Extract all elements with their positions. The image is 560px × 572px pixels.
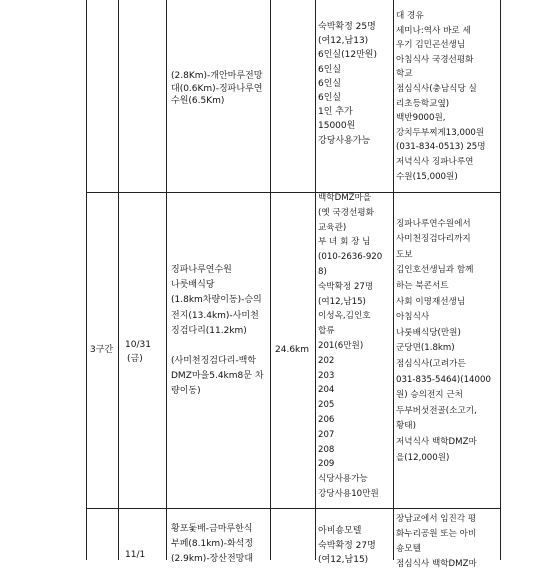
lodging-line: 6인실	[318, 78, 342, 89]
route-line: 수원(6.5Km)	[171, 96, 225, 107]
lodging-line: 204	[318, 385, 335, 396]
row2-date-cell	[125, 338, 151, 366]
route-line: (사미천징검다리-백학	[171, 356, 257, 367]
note-line: 아침식사 국경선평화	[396, 54, 474, 65]
table-row-divider-1	[86, 192, 501, 193]
row3-route-cell	[171, 522, 253, 567]
lodging-line: 201(6만원)	[318, 340, 364, 351]
note-line: (031-834-0513) 25명	[396, 142, 486, 153]
lodging-line: 209	[318, 459, 335, 470]
lodging-line: (여12,남15)	[318, 296, 366, 307]
lodging-line: 숙박확정 25명	[318, 22, 376, 32]
lodging-line: (010-2636-920	[318, 252, 383, 263]
note-line: 화누리공원 또는 아비	[396, 529, 477, 539]
note-line: 점심식사 백학DMZ마	[396, 559, 477, 569]
note-line: 031-835-5464)(14000	[396, 374, 491, 385]
note-line: 사회 이명재선생님	[396, 296, 466, 307]
table-border-right	[500, 0, 501, 560]
date-line: 10/31	[125, 340, 151, 350]
row3-lodging-cell	[318, 524, 376, 568]
lodging-line: 부 녀 회 장 님	[318, 237, 371, 248]
lodging-line: 1인 추가	[318, 107, 353, 118]
lodging-line: 203	[318, 370, 335, 381]
route-line: DMZ마을5.4km8문 차	[171, 371, 264, 382]
note-line: 사미천징검다리까지	[396, 234, 471, 245]
lodging-line: 6인실	[318, 64, 342, 75]
note-line: 리초등학교옆)	[396, 98, 450, 109]
note-line: 우기 김민곤선생님	[396, 40, 466, 51]
lodging-line: (여12,남13)	[318, 36, 369, 47]
note-line: 대 경유	[396, 11, 424, 21]
route-line: 징검다리(11.2km)	[171, 325, 247, 336]
lodging-line: 207	[318, 429, 335, 440]
table-col-divider-3	[270, 0, 271, 560]
row2-lodging-cell	[318, 191, 382, 502]
lodging-line: 202	[318, 355, 335, 366]
route-line: 부페(8.1km)-화석정	[171, 539, 254, 549]
note-line: 징파나루연수원에서	[396, 218, 471, 229]
route-line: 대(0.6Km)-징파나루연	[171, 83, 263, 94]
lodging-line: 6인실(12만원)	[318, 50, 377, 61]
lodging-line: 15000원	[318, 121, 356, 132]
note-line: 점심식사(고려가든	[396, 358, 466, 369]
lodging-line: 교육관)	[318, 222, 347, 233]
note-line: 원) 승의전지 근처	[396, 390, 463, 401]
route-line: (2.8Km)-개안마루전망	[171, 71, 263, 81]
lodging-line: 6인실	[318, 93, 342, 104]
note-line: 학교	[396, 69, 413, 80]
lodging-line: 205	[318, 400, 335, 411]
lodging-line: 아비숑모텔	[318, 526, 362, 536]
lodging-line: 8)	[318, 266, 327, 277]
note-line: 점심식사(충남식당 실	[396, 83, 477, 94]
table-border-left	[86, 0, 87, 560]
lodging-line: 백학DMZ마을	[318, 193, 372, 203]
note-line: 수원(15,000원)	[396, 171, 458, 182]
lodging-line: 이성옥,김인호	[318, 311, 371, 322]
route-line: 황포돛배-금마루한식	[171, 524, 253, 534]
lodging-line: (옛 국경선평화	[318, 207, 374, 218]
note-line: 저녁식사 징파나루연	[396, 156, 474, 167]
row2-notes-cell	[396, 201, 491, 466]
note-line: 백반9000원,	[396, 113, 446, 124]
row1-lodging-cell	[318, 20, 377, 148]
lodging-line: 합류	[318, 326, 335, 337]
note-line: 황태)	[396, 421, 416, 432]
date-line: (금)	[127, 354, 143, 364]
note-line: 나룻배식당(만원)	[396, 327, 461, 338]
table-col-divider-2	[166, 0, 167, 560]
table-col-divider-1	[118, 0, 119, 560]
note-line: 김인호선생님과 함께	[396, 265, 474, 276]
route-line: (1.8km차량이동)-승의	[171, 295, 262, 306]
row3-notes-cell	[396, 512, 477, 572]
row2-section-label: 3구간	[90, 345, 114, 355]
table-row-divider-2	[86, 508, 501, 509]
row1-notes-cell	[396, 9, 486, 184]
note-line: 아침식사	[396, 312, 430, 323]
note-line: 숑모텔	[396, 544, 421, 554]
row1-route-cell	[171, 70, 262, 108]
note-line	[396, 201, 491, 217]
lodging-line: 숙박확정 27명	[318, 540, 376, 551]
row2-distance-cell: 24.6km	[275, 345, 310, 355]
note-line: 도보	[396, 249, 413, 260]
note-line: 저녁식사 백학DMZ마	[396, 436, 477, 447]
note-line: 군당면(1.8km)	[396, 343, 455, 354]
table-col-divider-5	[393, 0, 394, 560]
route-line: 전지(13.4km)-사미천	[171, 310, 259, 321]
note-line: 장남교에서 임진각 평	[396, 514, 477, 524]
table-col-divider-4	[315, 0, 316, 560]
lodging-line: 206	[318, 414, 335, 425]
route-line: 나룻배식당	[171, 280, 215, 291]
date-line: 11/1	[125, 550, 146, 560]
note-line: 강치두부찌게13,000원	[396, 127, 485, 138]
row2-route-cell	[171, 263, 264, 400]
route-line	[171, 339, 264, 354]
lodging-line: 숙박확정 27명	[318, 281, 374, 292]
note-line: 두부버섯전골(소고기,	[396, 405, 477, 416]
note-line: 을(12,000원)	[396, 452, 450, 463]
lodging-line: (여12,남15)	[318, 555, 369, 566]
note-line: 하는 북콘서트	[396, 280, 449, 291]
note-line: 세미나:역사 바로 세	[396, 25, 471, 36]
lodging-line: 208	[318, 444, 335, 455]
route-line: 량이동)	[171, 386, 201, 397]
lodging-line: 강당사용가능	[318, 135, 371, 146]
lodging-line: 강당사용10만원	[318, 488, 379, 499]
route-line: 징파나루연수원	[171, 265, 232, 275]
lodging-line: 식당사용가능	[318, 474, 368, 485]
route-line: (2.9km)-장산전망대	[171, 554, 254, 564]
